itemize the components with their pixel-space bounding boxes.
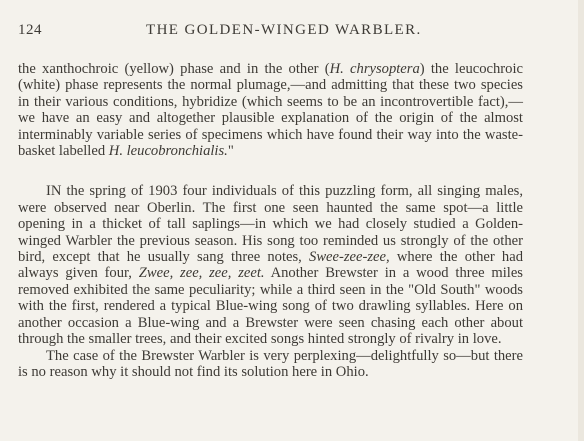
paragraph-continuation [18, 61, 523, 159]
paragraph1-text-2: ) the leucochroic (white) phase represents the normal plumage,—and admitting that these two species in their various conditions, hybridize (which seems to be an incontrovertible fact),—we have an easy and altogether plausible explanation of the origin of the almost interminably variable series of specimens which have found their way into the waste-basket labelled [18, 61, 523, 160]
running-header [18, 22, 578, 44]
paragraph2-text-1: IN the spring of 1903 four individuals of this puzzling form, all singing males, were observed near Oberlin. The first one seen haunted the same spot—a little opening in a thicket of tall saplings—in which we had closely studied a Golden-winged Warbler the previous season. His song too reminded us strongly of the other bird, except that he usually sang three notes, [18, 183, 523, 266]
paragraph3-text: The case of the Brewster Warbler is very perplexing—delightfully so—but there is no reason why it should not find its solution here in Ohio. [18, 347, 523, 380]
song-zwee-zee-zee-zeet: Zwee, zee, zee, zeet. [138, 265, 265, 282]
paragraph1-text-1: the xanthochroic (yellow) phase and in the other ( [18, 61, 330, 77]
species-name-leucobronchialis: H. leucobronchialis. [108, 143, 228, 160]
page-number: 124 [18, 22, 42, 38]
song-swee-zee-zee: Swee-zee-zee, [309, 249, 390, 266]
paragraph-observations [18, 183, 523, 347]
body-text [18, 61, 523, 380]
page-edge-shadow [578, 0, 584, 441]
paragraph2-text-2: where the other had always given four, [18, 249, 523, 282]
species-name-chrysoptera: H. chrysoptera [329, 61, 420, 77]
paragraph1-text-3: " [227, 143, 234, 160]
running-title: THE GOLDEN-WINGED WARBLER. [146, 22, 422, 38]
paragraph-conclusion [18, 348, 523, 381]
paragraph2-text-3: Another Brewster in a wood three miles removed exhibited the same peculiarity; while a third seen in the "Old South" woods with the first, rendered a typical Blue-wing song of two drawling syllables. Here on another occasion a Blue-wing and a Brewster were seen chasing each other about through the smaller trees, and their excited songs hinted strongly of rivalry in love. [18, 265, 523, 348]
